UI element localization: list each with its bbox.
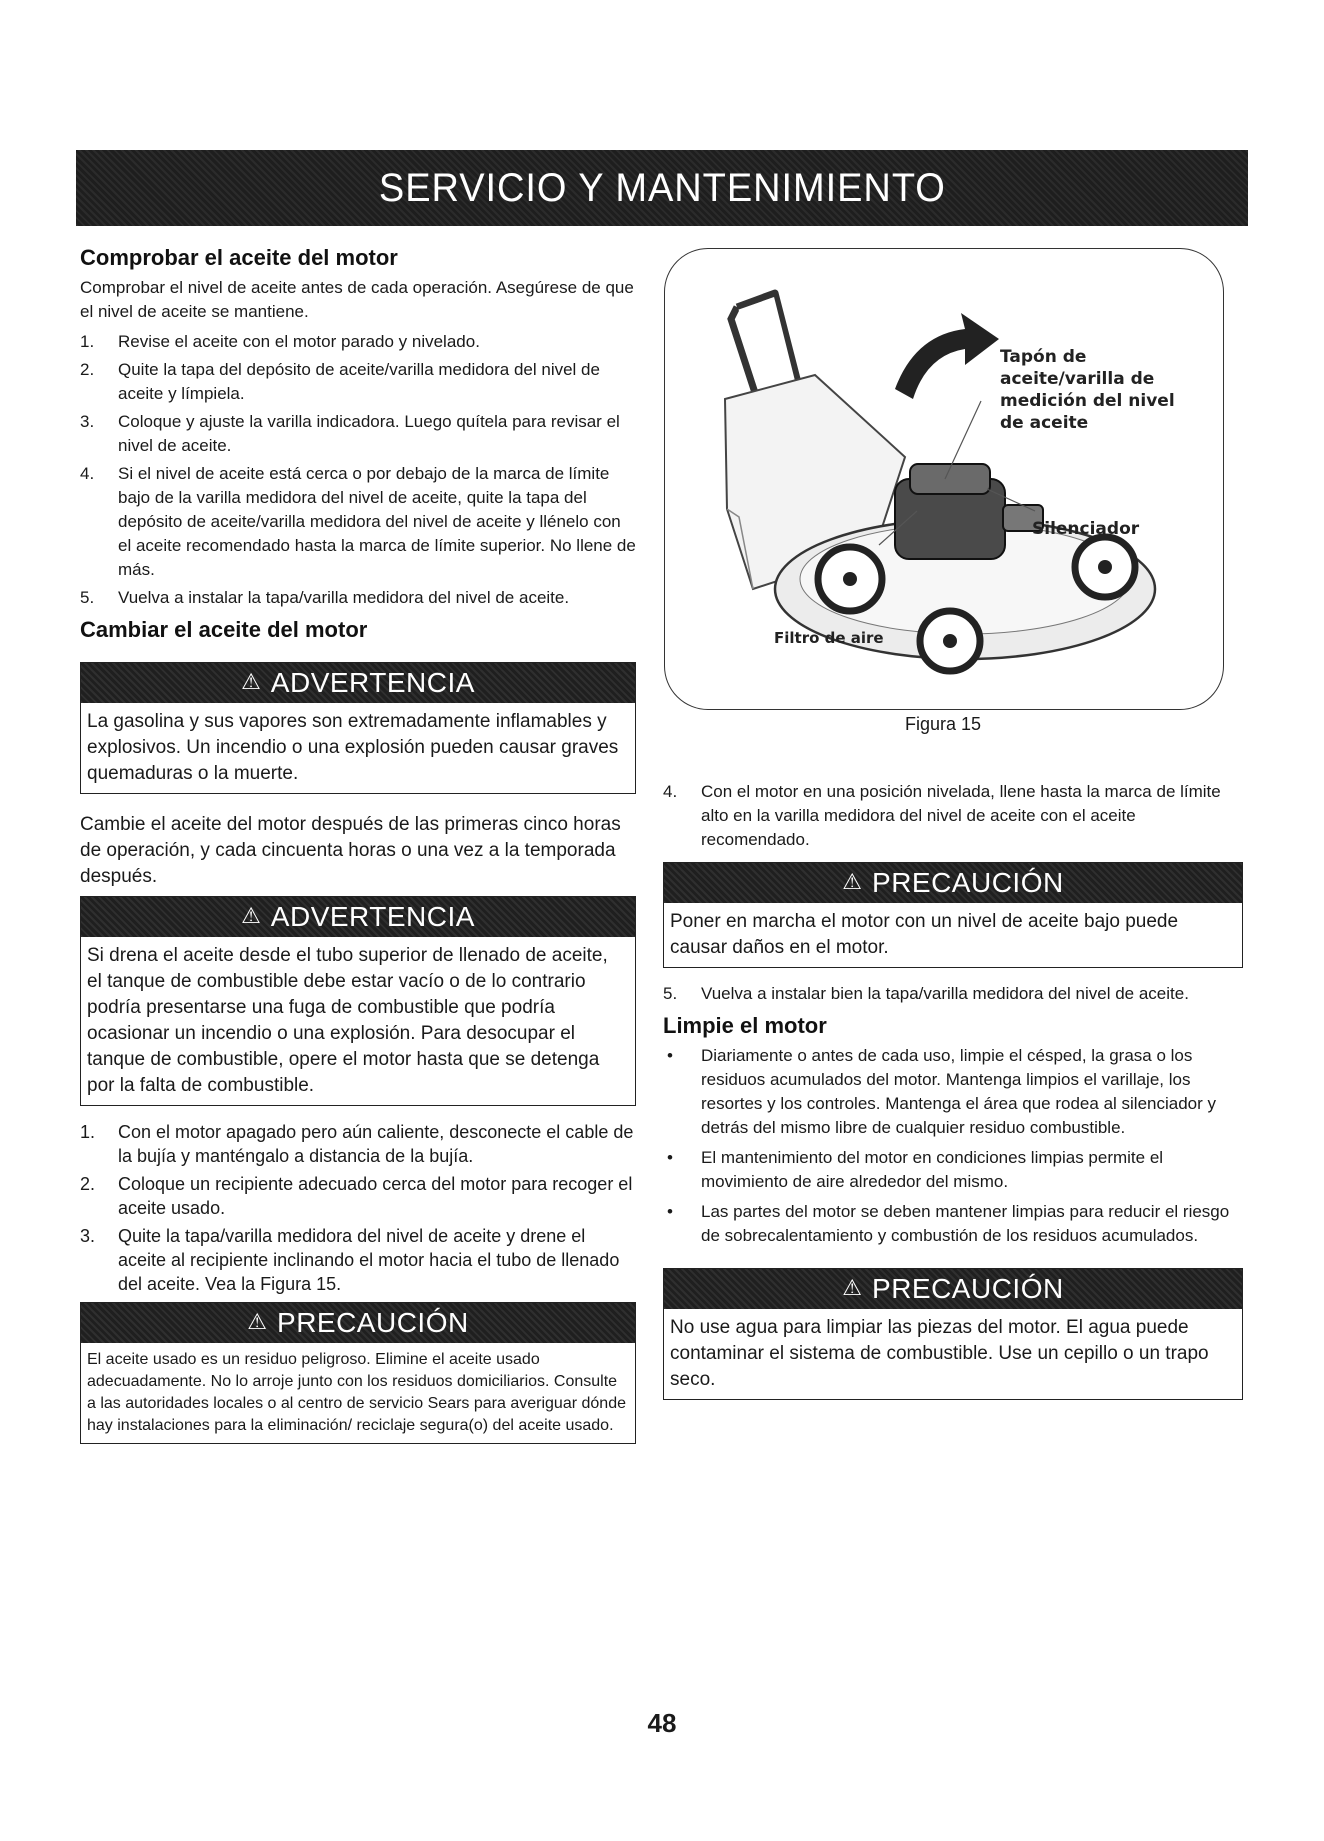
caution-text: Poner en marcha el motor con un nivel de aceite bajo puede causar daños en el motor. <box>670 911 1179 958</box>
right-column <box>663 780 1243 1414</box>
check-oil-steps <box>80 330 636 610</box>
warning-box <box>80 662 636 794</box>
page-number: 48 <box>647 1708 677 1738</box>
warning-text: La gasolina y sus vapores son extremadamente inflamables y explosivos. Un incendio o una explosión pueden causar graves quemaduras o la muerte. <box>87 711 619 784</box>
change-oil-heading: Cambiar el aceite del motor <box>80 617 368 642</box>
label-air-filter: Filtro de aire <box>774 629 884 647</box>
caution-box <box>663 1268 1243 1400</box>
warning-box <box>80 896 636 1106</box>
change-oil-steps <box>80 1120 636 1296</box>
list-item: 5. Vuelva a instalar bien la tapa/varilla medidora del nivel de aceite. <box>663 984 1189 1003</box>
caution-text: No use agua para limpiar las piezas del motor. El agua puede contaminar el sistema de combustible. Use un cepillo o un trapo seco. <box>670 1317 1209 1390</box>
reinstall-step <box>663 982 1243 1006</box>
warning-triangle-icon: ⚠ <box>247 1310 268 1335</box>
warning-triangle-icon: ⚠ <box>241 670 261 695</box>
list-item: 1. Con el motor apagado pero aún caliente, desconecte el cable de la bujía y manténgalo a distancia de la bujía. <box>80 1122 634 1166</box>
figure-15-lawnmower <box>664 248 1224 710</box>
check-oil-intro: Comprobar el nivel de aceite antes de cada operación. Asegúrese de que el nivel de aceite se mantiene. <box>80 278 634 321</box>
change-oil-intro: Cambie el aceite del motor después de las primeras cinco horas de operación, y cada cincuenta horas o una vez a la temporada después. <box>80 814 621 887</box>
fill-oil-step <box>663 780 1243 852</box>
left-column <box>80 244 636 1458</box>
page-title: SERVICIO Y MANTENIMIENTO <box>378 165 946 210</box>
list-item: 1. Revise el aceite con el motor parado y nivelado. <box>80 332 480 351</box>
clean-engine-heading: Limpie el motor <box>663 1013 827 1038</box>
warning-triangle-icon: ⚠ <box>842 1276 863 1301</box>
list-item: 3. Coloque y ajuste la varilla indicadora. Luego quítela para revisar el nivel de aceite. <box>80 412 620 455</box>
warning-header: ⚠ ADVERTENCIA <box>81 663 635 703</box>
warning-text: Si drena el aceite desde el tubo superior de llenado de aceite, el tanque de combustible debe estar vacío o de lo contrario podría presentarse una fuga de combustible que podría ocasionar un incendio o una explosión. Para desocupar el tanque de combustible, opere el motor hasta que se detenga por la falta de combustible. <box>87 945 608 1096</box>
list-item: 5. Vuelva a instalar la tapa/varilla medidora del nivel de aceite. <box>80 588 570 607</box>
caution-header: ⚠ PRECAUCIÓN <box>664 1269 1242 1309</box>
list-item: • Las partes del motor se deben mantener limpias para reducir el riesgo de sobrecalentamiento y combustión de los residuos acumulados. <box>663 1200 1243 1248</box>
label-oil-cap: Tapón de aceite/varilla de medición del nivel de aceite <box>1000 347 1175 433</box>
figure-caption: Figura 15 <box>904 714 982 734</box>
label-muffler: Silenciador <box>1032 519 1140 539</box>
warning-triangle-icon: ⚠ <box>842 870 863 895</box>
list-item: 4. Con el motor en una posición nivelada, llene hasta la marca de límite alto en la varilla medidora del nivel de aceite con el aceite recomendado. <box>663 782 1221 849</box>
list-item: • El mantenimiento del motor en condiciones limpias permite el movimiento de aire alrededor del mismo. <box>663 1146 1243 1194</box>
section-banner <box>76 150 1248 226</box>
warning-header: ⚠ ADVERTENCIA <box>81 897 635 937</box>
clean-engine-list <box>663 1044 1243 1248</box>
arrow-icon <box>895 313 999 399</box>
list-item: 4. Si el nivel de aceite está cerca o por debajo de la marca de límite bajo de la varilla medidora del nivel de aceite, quite la tapa del depósito de aceite/varilla medidora del nivel de aceite y llénelo con el aceite recomendado hasta la marca de límite superior. No llene de más. <box>80 464 636 579</box>
list-item: 2. Quite la tapa del depósito de aceite/varilla medidora del nivel de aceite y límpiela. <box>80 360 600 403</box>
list-item: 2. Coloque un recipiente adecuado cerca del motor para recoger el aceite usado. <box>80 1174 633 1218</box>
caution-box <box>663 862 1243 968</box>
warning-triangle-icon: ⚠ <box>241 904 261 929</box>
caution-box <box>80 1302 636 1444</box>
caution-text: El aceite usado es un residuo peligroso. Elimine el aceite usado adecuadamente. No lo arroje junto con los residuos domiciliarios. Consulte a las autoridades locales o al centro de servicio Sears para averiguar dónde hay instalaciones para la eliminación/ reciclaje segura(o) del aceite usado. <box>87 1351 626 1434</box>
lawnmower-illustration <box>665 249 1223 709</box>
check-oil-heading: Comprobar el aceite del motor <box>80 245 398 270</box>
list-item: • Diariamente o antes de cada uso, limpie el césped, la grasa o los residuos acumulados del motor. Mantenga limpios el varillaje, los resortes y los controles. Mantenga el área que rodea al silenciador y detrás del mismo libre de cualquier residuo combustible. <box>663 1044 1243 1140</box>
list-item: 3. Quite la tapa/varilla medidora del nivel de aceite y drene el aceite al recipiente inclinando el motor hacia el tubo de llenado del aceite. Vea la Figura 15. <box>80 1226 620 1294</box>
caution-header: ⚠ PRECAUCIÓN <box>81 1303 635 1343</box>
caution-header: ⚠ PRECAUCIÓN <box>664 863 1242 903</box>
